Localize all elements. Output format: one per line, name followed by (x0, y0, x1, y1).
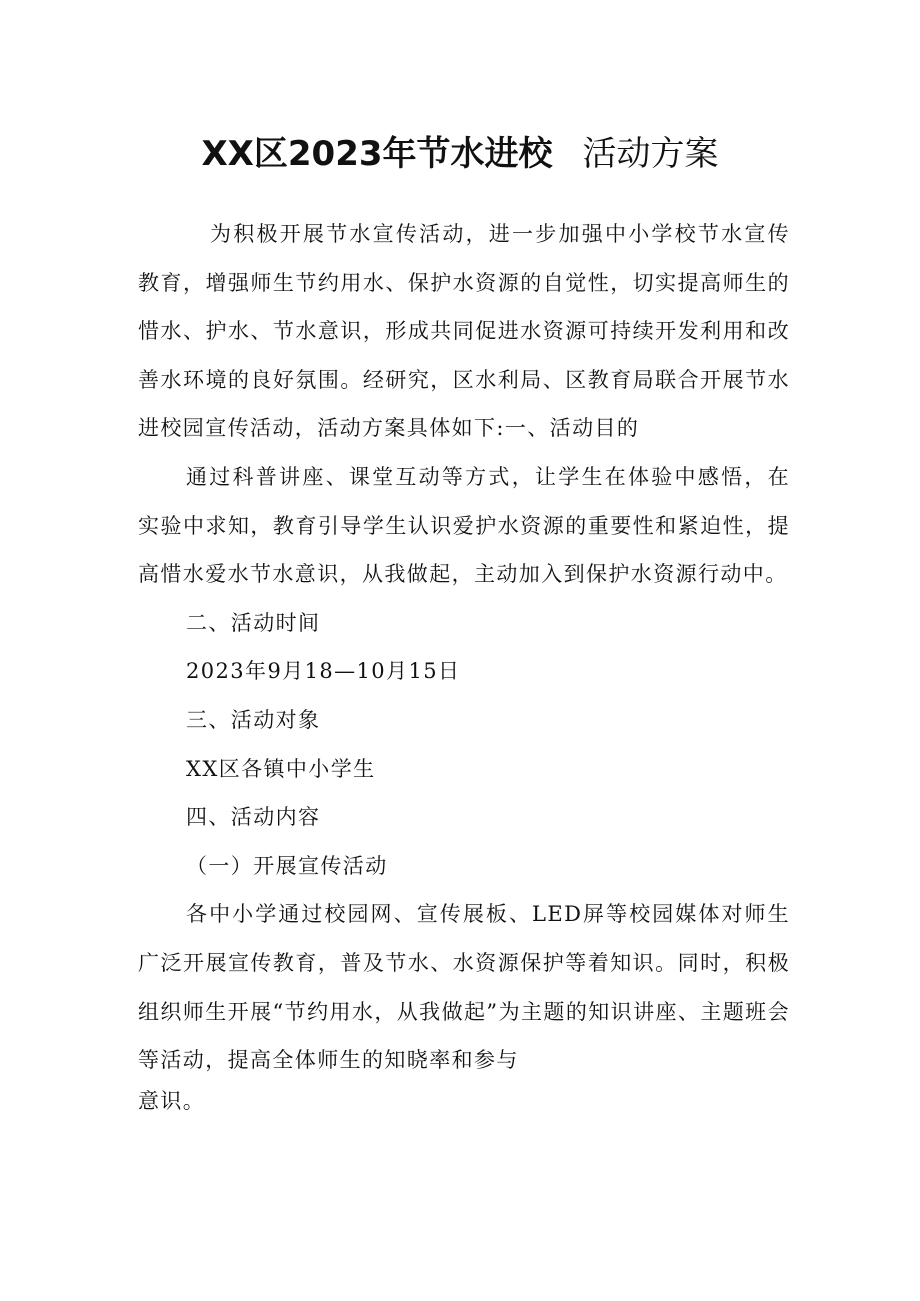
paragraph-publicity: 各中小学通过校园网、宣传展板、LED屏等校园媒体对师生广泛开展宣传教育，普及节水、水资源保护等着知识。同时，积极组织师生开展“节约用水，从我做起”为主题的知识讲座、主题班会等活动，提高全体师生的知晓率和参与 (138, 902, 790, 1073)
heading-activity-target: 三、活动对象 (186, 707, 321, 732)
paragraph-publicity-tail: 意识。 (138, 1088, 206, 1113)
paragraph-activity-target: XX区各镇中小学生 (186, 756, 376, 781)
paragraph-intro: 为积极开展节水宣传活动，进一步加强中小学校节水宣传教育，增强师生节约用水、保护水资源的自觉性，切实提高师生的惜水、护水、节水意识，形成共同促进水资源可持续开发利用和改善水环境的良好氛围。经研究，区水利局、区教育局联合开展节水进校园宣传活动，活动方案具体如下:一、活动目的 (138, 222, 790, 441)
paragraph-purpose: 通过科普讲座、课堂互动等方式，让学生在体验中感悟，在实验中求知，教育引导学生认识爱护水资源的重要性和紧迫性，提高惜水爱水节水意识，从我做起，主动加入到保护水资源行动中。 (138, 464, 790, 587)
document-title (0, 126, 920, 182)
heading-activity-content: 四、活动内容 (186, 805, 321, 830)
title-suffix: 活动方案 (582, 134, 719, 174)
heading-activity-time: 二、活动时间 (186, 610, 321, 635)
paragraph-activity-time: 2023年9月18—10月15日 (186, 659, 461, 684)
document-body (138, 210, 790, 1125)
title-main: XX区2023年节水进校 (201, 134, 553, 174)
subheading-publicity: （一）开展宣传活动 (186, 853, 388, 878)
